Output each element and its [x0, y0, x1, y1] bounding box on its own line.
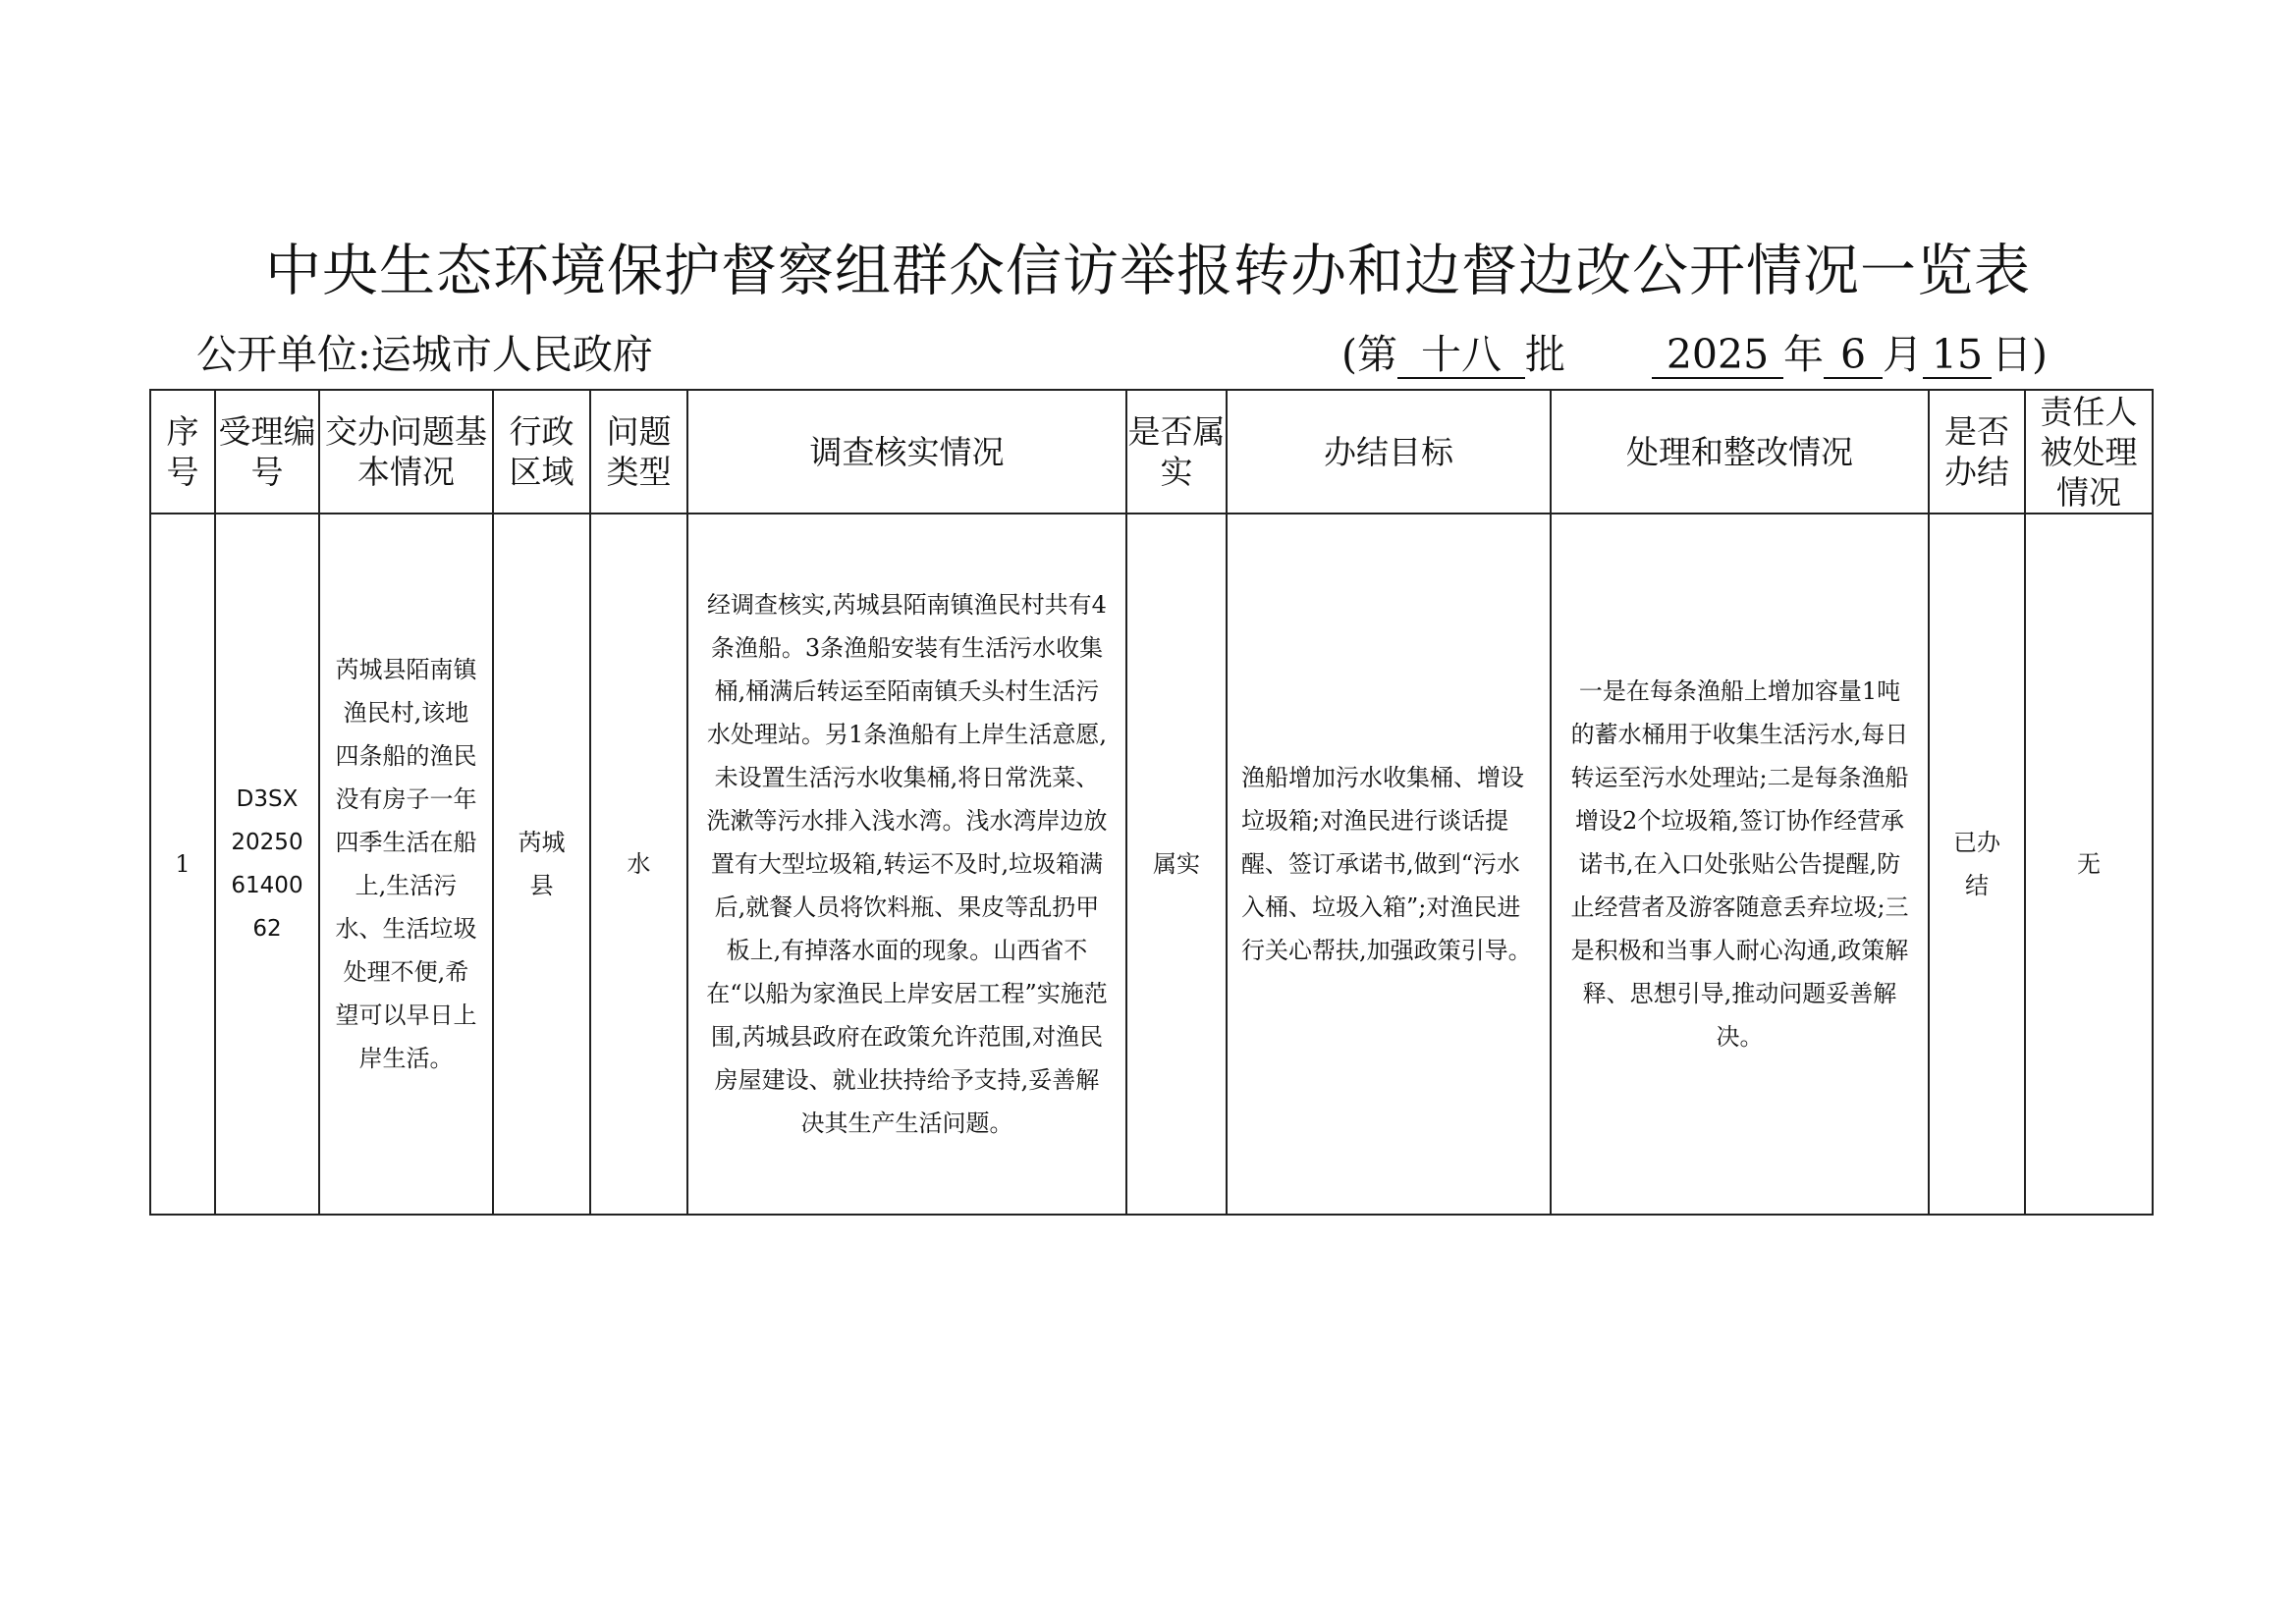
header-id: 受理编号: [215, 390, 319, 514]
cell-closed: 已办结: [1929, 514, 2025, 1215]
cell-investigation: 经调查核实,芮城县陌南镇渔民村共有4条渔船。3条渔船安装有生活污水收集桶,桶满后转运至陌南镇夭头村生活污水处理站。另1条渔船有上岸生活意愿,未设置生活污水收集桶,将日常洗菜、洗漱等污水排入浅水湾。浅水湾岸边放置有大型垃圾箱,转运不及时,垃圾箱满后,就餐人员将饮料瓶、果皮等乱扔甲板上,有掉落水面的现象。山西省不在“以船为家渔民上岸安居工程”实施范围,芮城县政府在政策允许范围,对渔民房屋建设、就业扶持给予支持,妥善解决其生产生活问题。: [687, 514, 1126, 1215]
header-region: 行政区域: [493, 390, 590, 514]
header-goal: 办结目标: [1227, 390, 1551, 514]
petition-table: [149, 389, 2154, 1216]
cell-handling: 一是在每条渔船上增加容量1吨的蓄水桶用于收集生活污水,每日转运至污水处理站;二是每条渔船增设2个垃圾箱,签订协作经营承诺书,在入口处张贴公告提醒,防止经营者及游客随意丢弃垃圾;三是积极和当事人耐心沟通,政策解释、思想引导,推动问题妥善解决。: [1551, 514, 1929, 1215]
batch-date-line: [1341, 327, 2048, 382]
header-issue: 交办问题基本情况: [319, 390, 493, 514]
header-accountability: 责任人被处理情况: [2025, 390, 2153, 514]
cell-seq: 1: [150, 514, 215, 1215]
table-row: [150, 514, 2153, 1215]
header-seq: 序号: [150, 390, 215, 514]
batch-year: 2025: [1652, 332, 1783, 379]
header-verified: 是否属实: [1126, 390, 1227, 514]
cell-type: 水: [590, 514, 687, 1215]
batch-day: 15: [1923, 332, 1992, 379]
header-type: 问题类型: [590, 390, 687, 514]
batch-open: (第: [1341, 331, 1397, 378]
batch-number: 十八: [1397, 332, 1525, 379]
page-title: 中央生态环境保护督察组群众信访举报转办和边督边改公开情况一览表: [265, 239, 2031, 303]
cell-verified: 属实: [1126, 514, 1227, 1215]
publisher-label: 公开单位:: [196, 331, 371, 378]
cell-id: D3SX2025061400 62: [215, 514, 319, 1215]
header-closed: 是否办结: [1929, 390, 2025, 514]
batch-word: 批: [1525, 331, 1565, 378]
table-header-row: [150, 390, 2153, 514]
header-handling: 处理和整改情况: [1551, 390, 1929, 514]
year-word: 年: [1783, 331, 1824, 378]
batch-month: 6: [1824, 332, 1883, 379]
cell-issue: 芮城县陌南镇渔民村,该地四条船的渔民没有房子一年四季生活在船上,生活污水、生活垃圾处理不便,希望可以早日上岸生活。: [319, 514, 493, 1215]
header-investigation: 调查核实情况: [687, 390, 1126, 514]
cell-accountability: 无: [2025, 514, 2153, 1215]
publisher-line: [196, 327, 653, 382]
publisher-name: 运城市人民政府: [370, 331, 653, 378]
day-word: 日): [1992, 331, 2048, 378]
cell-goal: 渔船增加污水收集桶、增设垃圾箱;对渔民进行谈话提醒、签订承诺书,做到“污水入桶、垃圾入箱”;对渔民进行关心帮扶,加强政策引导。: [1227, 514, 1551, 1215]
month-word: 月: [1883, 331, 1923, 378]
cell-region: 芮城县: [493, 514, 590, 1215]
